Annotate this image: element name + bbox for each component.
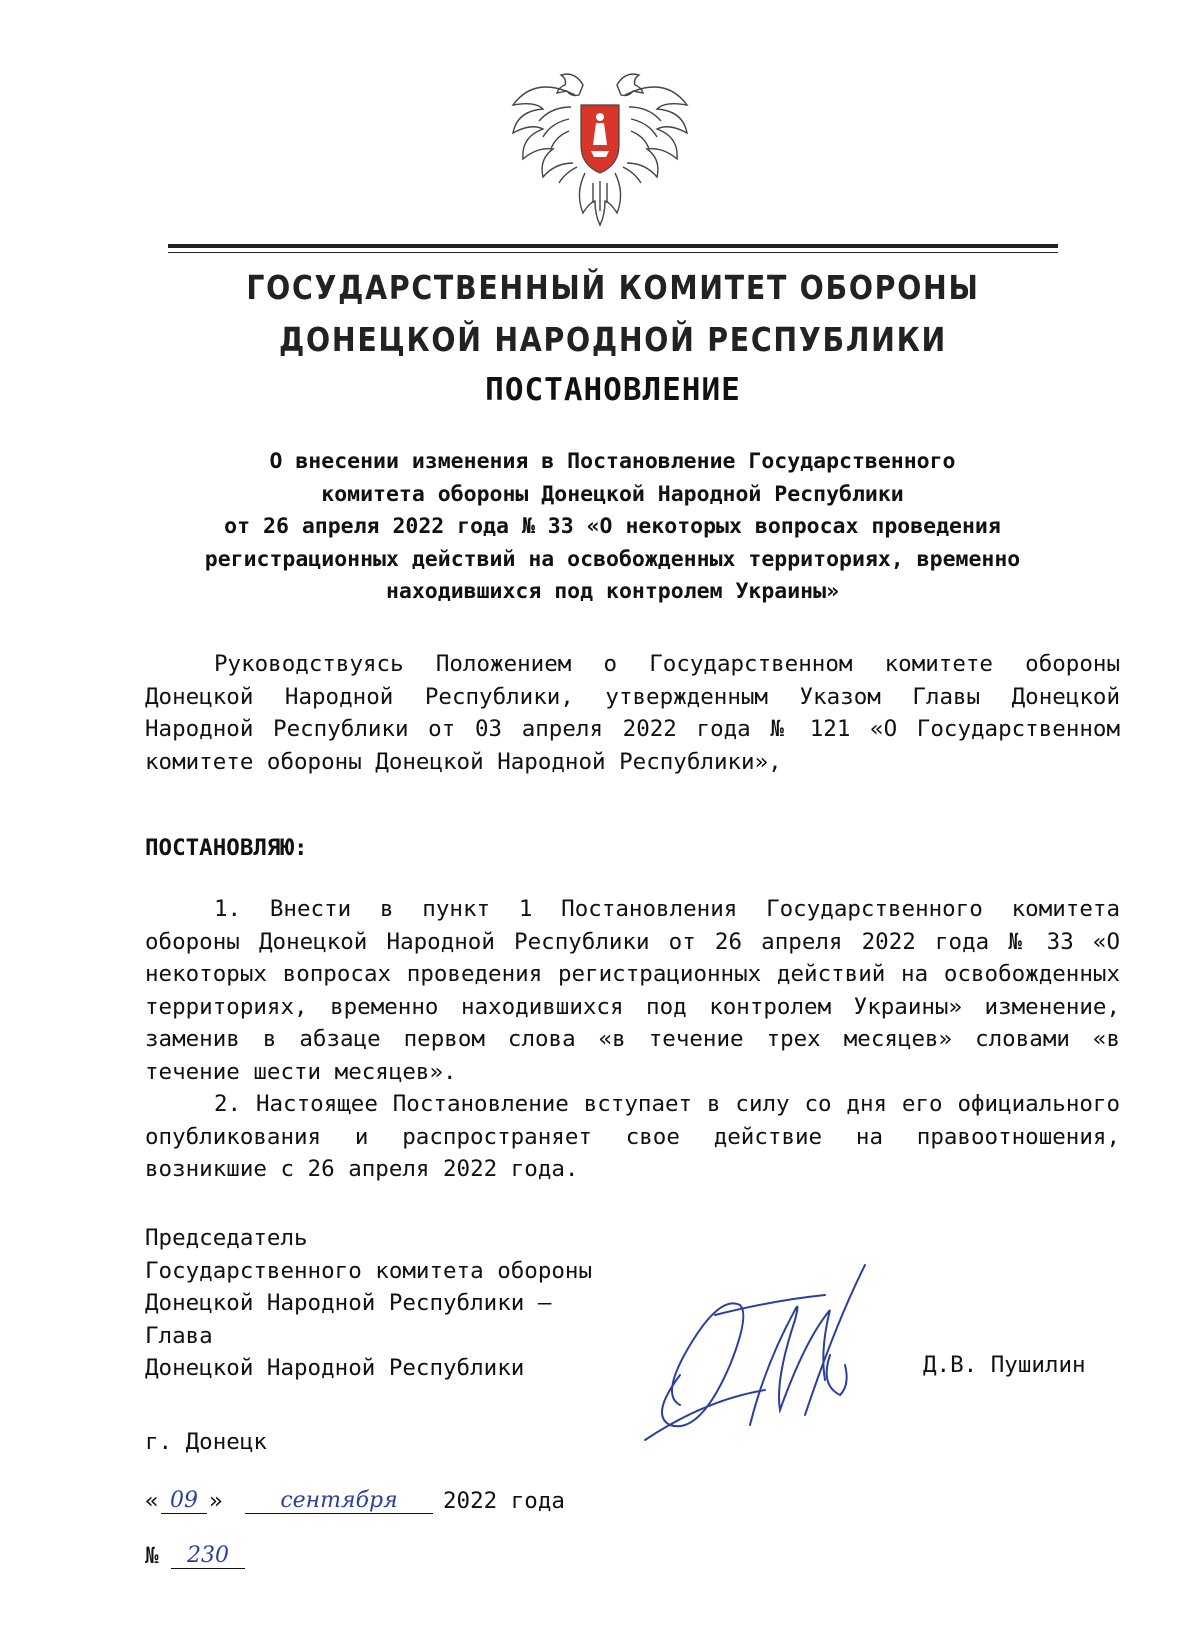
- signatory-title-line: Донецкой Народной Республики –: [145, 1290, 552, 1316]
- date-quote-close: »: [209, 1488, 223, 1514]
- date-line: [145, 1488, 645, 1520]
- document-title-line: комитета обороны Донецкой Народной Республики: [321, 481, 904, 507]
- document-title: [150, 446, 1075, 609]
- document-number-line: [145, 1543, 345, 1577]
- preamble-paragraph: Руководствуясь Положением о Государственном комитете обороны Донецкой Народной Республики, утвержденным Указом Главы Донецкой Народной Республики от 03 апреля 2022 года № 121 «О Государственном комитете обороны Донецкой Народной Республики»,: [145, 651, 1120, 775]
- double-headed-eagle-emblem-icon: [505, 55, 695, 230]
- signatory-name: Д.В. Пушилин: [923, 1352, 1086, 1378]
- organization-name-line1: ГОСУДАРСТВЕННЫЙ КОМИТЕТ ОБОРОНЫ: [246, 268, 980, 307]
- document-title-line: регистрационных действий на освобожденных территориях, временно: [204, 546, 1021, 572]
- date-month-handwritten: сентября: [245, 1488, 433, 1514]
- date-quote-open: «: [145, 1488, 159, 1514]
- handwritten-signature: [640, 1255, 890, 1455]
- header-rule-thin: [168, 252, 1058, 253]
- number-label: №: [145, 1543, 159, 1569]
- document-title-line: находившихся под контролем Украины»: [385, 579, 840, 604]
- number-handwritten: 230: [171, 1543, 245, 1569]
- decree-word: ПОСТАНОВЛЯЮ:: [145, 835, 308, 861]
- organization-name-line2: ДОНЕЦКОЙ НАРОДНОЙ РЕСПУБЛИКИ: [279, 320, 947, 359]
- date-day-handwritten: 09: [161, 1488, 207, 1514]
- document-title-line: О внесении изменения в Постановление Государственного: [269, 449, 956, 474]
- decree-item-1: 1. Внести в пункт 1 Постановления Государственного комитета обороны Донецкой Народной Республики от 26 апреля 2022 года № 33 «О некоторых вопросах проведения регистрационных действий на освобожденных территориях, временно находившихся под контролем Украины» изменение, заменив в абзаце первом слова «в течение трех месяцев» словами «в течение шести месяцев».: [145, 896, 1120, 1085]
- decree-item-2: 2. Настоящее Постановление вступает в силу со дня его официального опубликования и распространяет свое действие на правоотношения, возникшие с 26 апреля 2022 года.: [145, 1091, 1120, 1182]
- signatory-title: [145, 1222, 592, 1385]
- document-title-line: от 26 апреля 2022 года № 33 «О некоторых вопросах проведения: [224, 514, 1001, 539]
- signatory-title-line: Председатель: [145, 1225, 308, 1251]
- organization-name: [230, 262, 995, 366]
- signatory-title-line: Глава: [145, 1322, 213, 1349]
- signatory-title-line: Донецкой Народной Республики: [145, 1355, 525, 1381]
- header-rule-thick: [168, 244, 1058, 248]
- signatory-title-line: Государственного комитета обороны: [145, 1257, 593, 1284]
- city: г. Донецк: [145, 1429, 267, 1455]
- date-year: 2022 года: [443, 1488, 565, 1514]
- document-type-heading: ПОСТАНОВЛЕНИЕ: [485, 372, 741, 408]
